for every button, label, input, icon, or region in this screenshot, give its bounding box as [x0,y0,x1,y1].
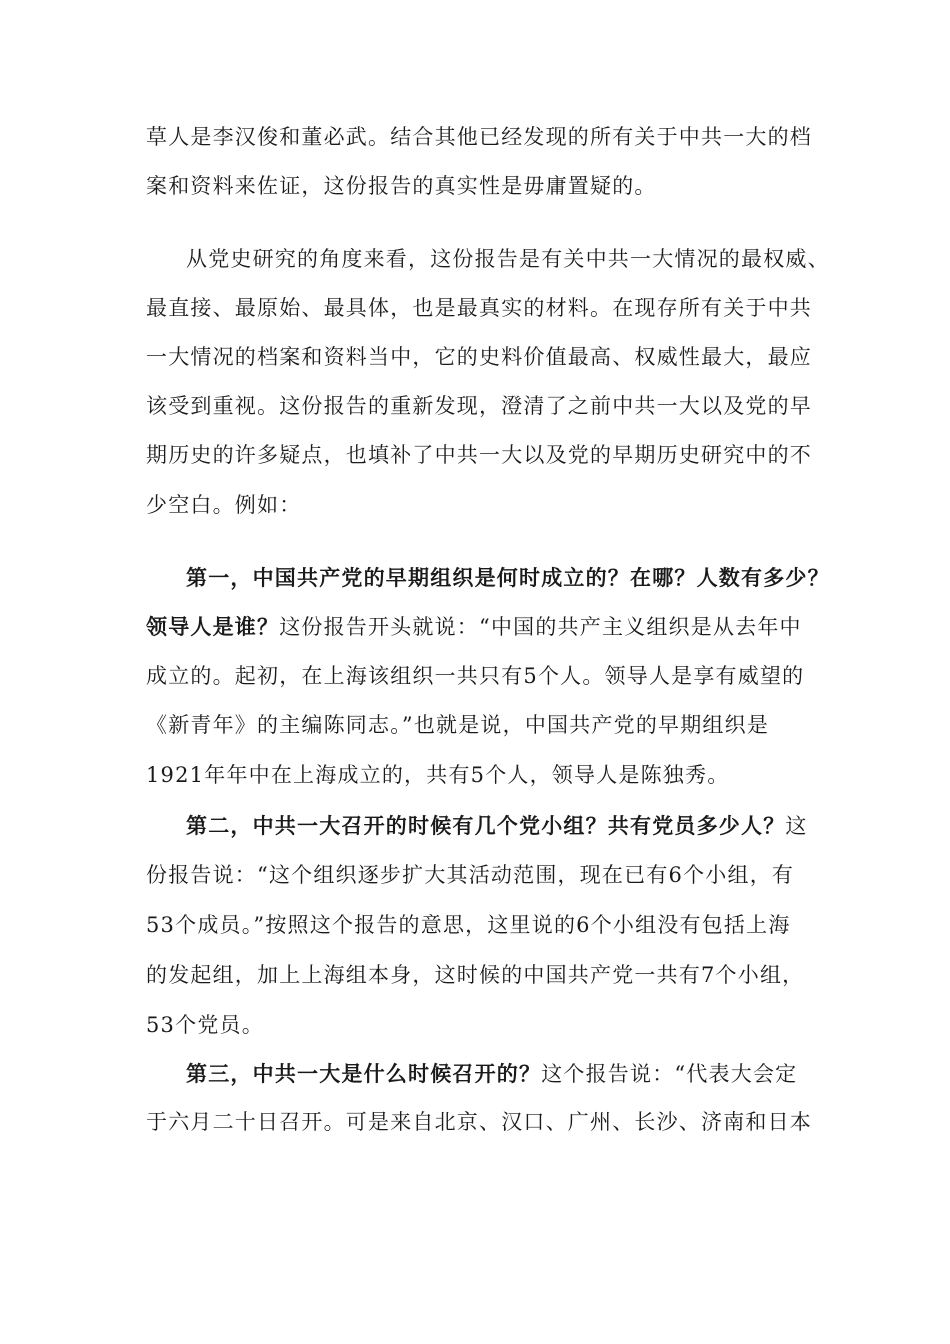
paragraph-4-line-4: 的发起组，加上上海组本身，这时候的中国共产党一共有7个小组， [146,963,805,987]
paragraph-2-line-3: 一大情况的档案和资料当中，它的史料价值最高、权威性最大，最应 [146,345,812,369]
paragraph-1-line-2: 案和资料来佐证，这份报告的真实性是毋庸置疑的。 [146,174,657,198]
paragraph-3-line-3: 成立的。起初，在上海该组织一共只有5个人。领导人是享有威望的 [146,664,805,688]
paragraph-3-line-4: 《新青年》的主编陈同志。”也就是说，中国共产党的早期组织是 [146,713,770,737]
paragraph-4-line-5: 53个党员。 [146,1013,264,1037]
question-2-heading: 第二，中共一大召开的时候有几个党小组？共有党员多少人？ [186,813,786,838]
paragraph-2-line-4: 该受到重视。这份报告的重新发现，澄清了之前中共一大以及党的早 [146,394,812,418]
paragraph-2-line-2: 最直接、最原始、最具体，也是最真实的材料。在现存所有关于中共 [146,296,812,320]
paragraph-3-line-5: 1921年年中在上海成立的，共有5个人，领导人是陈独秀。 [146,763,730,787]
paragraph-4-line-1-text: 这 [785,814,808,838]
paragraph-2-line-6: 少空白。例如： [146,493,302,517]
paragraph-2-line-5: 期历史的许多疑点，也填补了中共一大以及党的早期历史研究中的不 [146,443,812,467]
paragraph-3-line-2 [146,613,806,641]
question-1-heading-end: 领导人是谁？ [146,614,280,639]
paragraph-5-line-1 [186,1060,846,1088]
paragraph-3-line-1 [186,564,846,592]
paragraph-4-line-3: 53个成员。”按照这个报告的意思，这里说的6个小组没有包括上海 [146,913,791,937]
paragraph-5-line-1-text: 这个报告说：“代表大会定 [541,1062,798,1086]
paragraph-1-line-1: 草人是李汉俊和董必武。结合其他已经发现的所有关于中共一大的档 [146,125,812,149]
question-1-heading: 第一，中国共产党的早期组织是何时成立的？在哪？人数有多少？ [186,565,830,590]
paragraph-3-line-2-text: 这份报告开头就说：“中国的共产主义组织是从去年中 [279,615,802,639]
paragraph-2-line-1: 从党史研究的角度来看，这份报告是有关中共一大情况的最权威、 [186,247,830,271]
paragraph-5-line-2: 于六月二十日召开。可是来自北京、汉口、广州、长沙、济南和日本 [146,1110,812,1134]
paragraph-4-line-1 [186,812,846,840]
question-3-heading: 第三，中共一大是什么时候召开的？ [186,1061,542,1086]
paragraph-4-line-2: 份报告说：“这个组织逐步扩大其活动范围，现在已有6个小组，有 [146,863,795,887]
